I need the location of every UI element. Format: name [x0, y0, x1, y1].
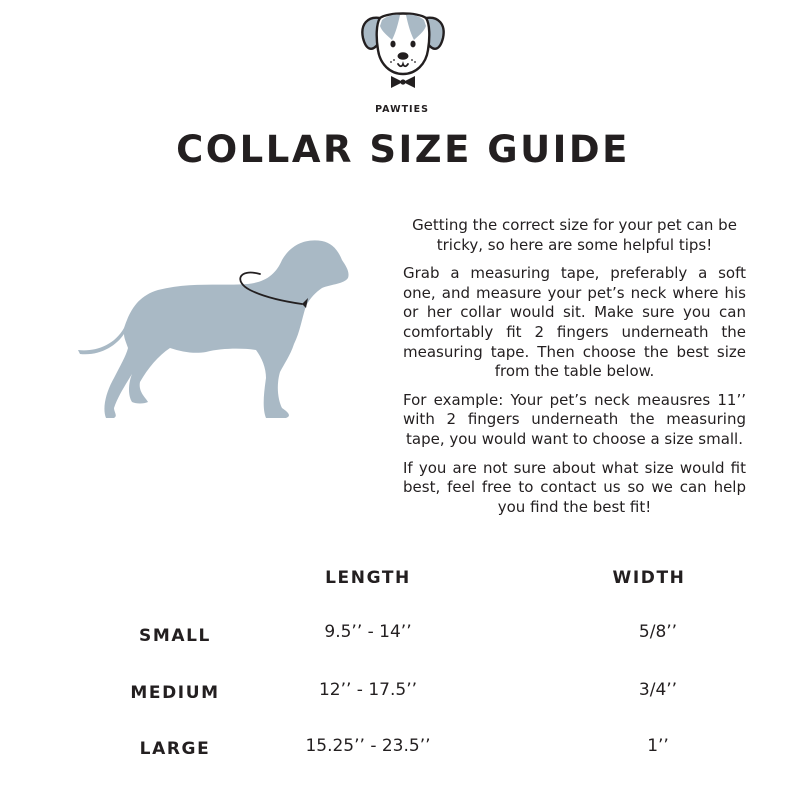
example-paragraph: For example: Your pet’s neck meausres 11’’ with 2 fingers underneath the measuring tape, you would want to choose a size small.: [403, 390, 746, 448]
contact-paragraph: If you are not sure about what size would fit best, feel free to contact us so we can help you find the best fit!: [403, 458, 746, 516]
brand-name: PAWTIES: [375, 104, 429, 115]
dog-face-bowtie-icon: [358, 10, 448, 90]
length-value: 12’’ - 17.5’’: [318, 680, 418, 700]
length-value: 9.5’’ - 14’’: [324, 622, 412, 642]
length-value: 15.25’’ - 23.5’’: [305, 736, 431, 756]
width-value: 1’’: [647, 736, 669, 756]
brand-logo: [352, 10, 452, 115]
width-header: WIDTH: [612, 568, 686, 588]
size-label-large: LARGE: [139, 739, 211, 759]
dog-silhouette-with-collar-icon: [70, 232, 360, 427]
width-value: 5/8’’: [638, 622, 678, 642]
size-label-small: SMALL: [139, 626, 211, 646]
length-header: LENGTH: [325, 568, 411, 588]
width-value: 3/4’’: [638, 680, 678, 700]
intro-paragraph: Getting the correct size for your pet can be tricky, so here are some helpful tips!: [412, 216, 737, 254]
instructions-text: [403, 216, 746, 526]
measuring-paragraph: Grab a measuring tape, preferably a soft one, and measure your pet’s neck where his or her collar would sit. Make sure you can comfortably fit 2 fingers underneath the measuring tape. Then choose the best size from the table below.: [403, 264, 746, 381]
size-label-medium: MEDIUM: [130, 683, 220, 703]
page-title: COLLAR SIZE GUIDE: [176, 128, 630, 171]
